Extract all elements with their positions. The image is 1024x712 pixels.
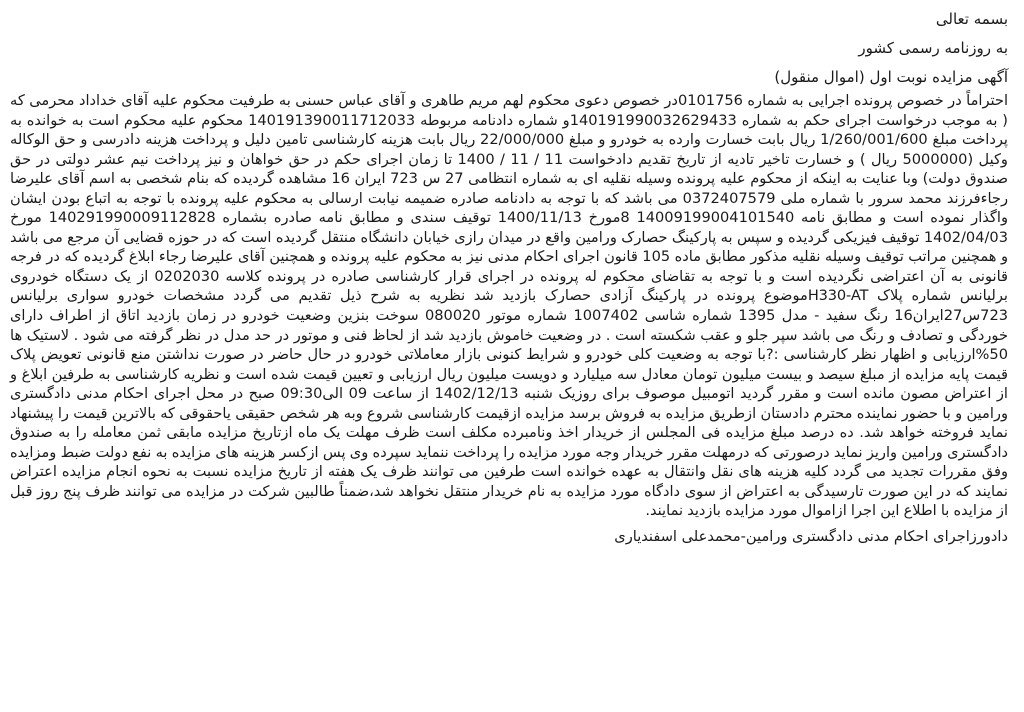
notice-title: آگهی مزایده نوبت اول (اموال منقول)	[774, 68, 1008, 86]
notice-body: احتراماً در خصوص پرونده اجرایی به شماره 0101756در خصوص دعوی محکوم لهم مریم طاهری و آقای عباس حسنی به طرفیت محکوم علیه آقای خداداد محرمی که ( به موجب درخواست اجرای حکم به شماره 140191990032629433و شماره دادنامه مربوطه 140191390011712033 محکوم علیه محکوم است به خوانده به پرداخت مبلغ 1/260/001/600 ریال بابت خسارت وارده به خودرو و مبلغ 22/000/000 ریال بابت هزینه کارشناسی تامین دلیل و پرداخت هزینه دادرسی و حق الوکاله وکیل (5000000 ریال ) و خسارت تاخیر تادیه از تاریخ تقدیم دادخواست 11 / 11 / 1400 تا زمان اجرای حکم در حق خواهان و نیز پرداخت نیم عشر دولتی در حق صندوق دولت) وبا عنایت به اینکه از محکوم علیه پرونده وسیله نقلیه ای به شماره انتظامی 27 س 723 ایران 16 مشاهده گردیده که بنام شخصی به اسم آقای علیرضا رجاءفرزند محمد سرور با شماره ملی 0372407579 می باشد که با توجه به دادنامه صادره ضمیمه نیابت ارسالی به محکوم علیه پرونده با توجه به اتباع بودن ایشان واگذار نموده است و مطابق نامه 14009199004101540 8مورخ 1400/11/13 توقیف سندی و مطابق نامه صادره بشماره 140291990009112828 مورخ 1402/04/03 توقیف فیزیکی گردیده و سپس به پارکینگ حصارک ورامین واقع در میدان رازی خیابان دانشگاه منتقل گردیده است که در حوزه قضایی آن مرجع می باشد و همچنین مراتب توقیف وسیله نقلیه مذکور مطابق ماده 105 قانون اجرای احکام مدنی نیز به محکوم علیه پرونده و همچنین آقای علیرضا رجاء ابلاغ گردیده که در فرجه قانونی به آن اعتراضی نگردیده است و با توجه به تقاضای محکوم له پرونده در اجرای قرار کارشناسی صادره در پرونده کلاسه 0202030 از یک دستگاه خودروی برلیانس شماره پلاک H330-ATموضوع پرونده در پارکینگ آزادی حصارک بازدید شد نظریه به شرح ذیل تقدیم می گردد مشخصات خودرو سواری برلیانس 723س27ایران16 رنگ سفید - مدل 1395 شماره شاسی 1007402 شماره موتور 080020 سوخت بنزین وضعیت خودرو در زمان بازدید اتاق از اطراف دارای خوردگی و تصادف و رنگ می باشد سپر جلو و عقب شکسته است . در وضعیت خاموش بازدید شد از لحاظ فنی و موتور در حد مدل در نظر گرفته می شود . لاستیک ها 50%ارزیابی و اظهار نظر کارشناسی :?با توجه به وضعیت کلی خودرو و شرایط کنونی بازار معاملاتی خودرو در حال حاضر در صورت نداشتن منع قانونی تعویض پلاک قیمت پایه مزایده از مبلغ سیصد و بیست میلیون تومان معادل سه میلیارد و دویست میلیون ریال ارزیابی و تعیین قیمت شده است و نظریه کارشناسی به طرفین ابلاغ و از اعتراض مصون مانده است و مقرر گردید اتومبیل موصوف برای روزیک شنبه 1402/12/13 از ساعت 09 الی09:30 صبح در محل اجرای احکام مدنی دادگستری ورامین و با حضور نماینده محترم دادستان ازطریق مزایده به فروش برسد مزایده ازقیمت کارشناسی شروع وبه هر شخص حقیقی یاحقوقی که بالاترین قیمت را پیشنهاد نماید فروخته خواهد شد. ده درصد مبلغ مزایده فی المجلس از خریدار اخذ ونامبرده مکلف است ظرف مهلت یک ماه ازتاریخ مزایده مابقی ثمن معامله را به صندوق دادگستری ورامین واریز نماید درصورتی که درمهلت مقرر خریدار وجه مورد مزایده را پرداخت ننماید سپرده وی پس ازکسر هزینه های مزایده به نفع دولت ضبط ومزایده وفق مقررات تجدید می گردد کلیه هزینه های نقل وانتقال به عهده خوانده است طرفین می توانند ظرف یک هفته از تاریخ مزایده نسبت به نحوه انجام مزایده اعتراض نمایند که در این صورت تارسیدگی به اعتراض از سوی دادگاه مورد مزایده به نام خریدار منتقل نخواهد شد،ضمناً طالبین شرکت در مزایده می توانند ظرف پنج روز قبل از مزایده با اطلاع این اجرا ازاموال مورد مزایده بازدید نمایند.	[10, 92, 1009, 520]
recipient-line: به روزنامه رسمی کشور	[858, 39, 1008, 57]
signature-line: دادورزاجرای احکام مدنی دادگستری ورامین-محمدعلی اسفندیاری	[614, 528, 1008, 546]
salutation: بسمه تعالی	[935, 10, 1008, 28]
